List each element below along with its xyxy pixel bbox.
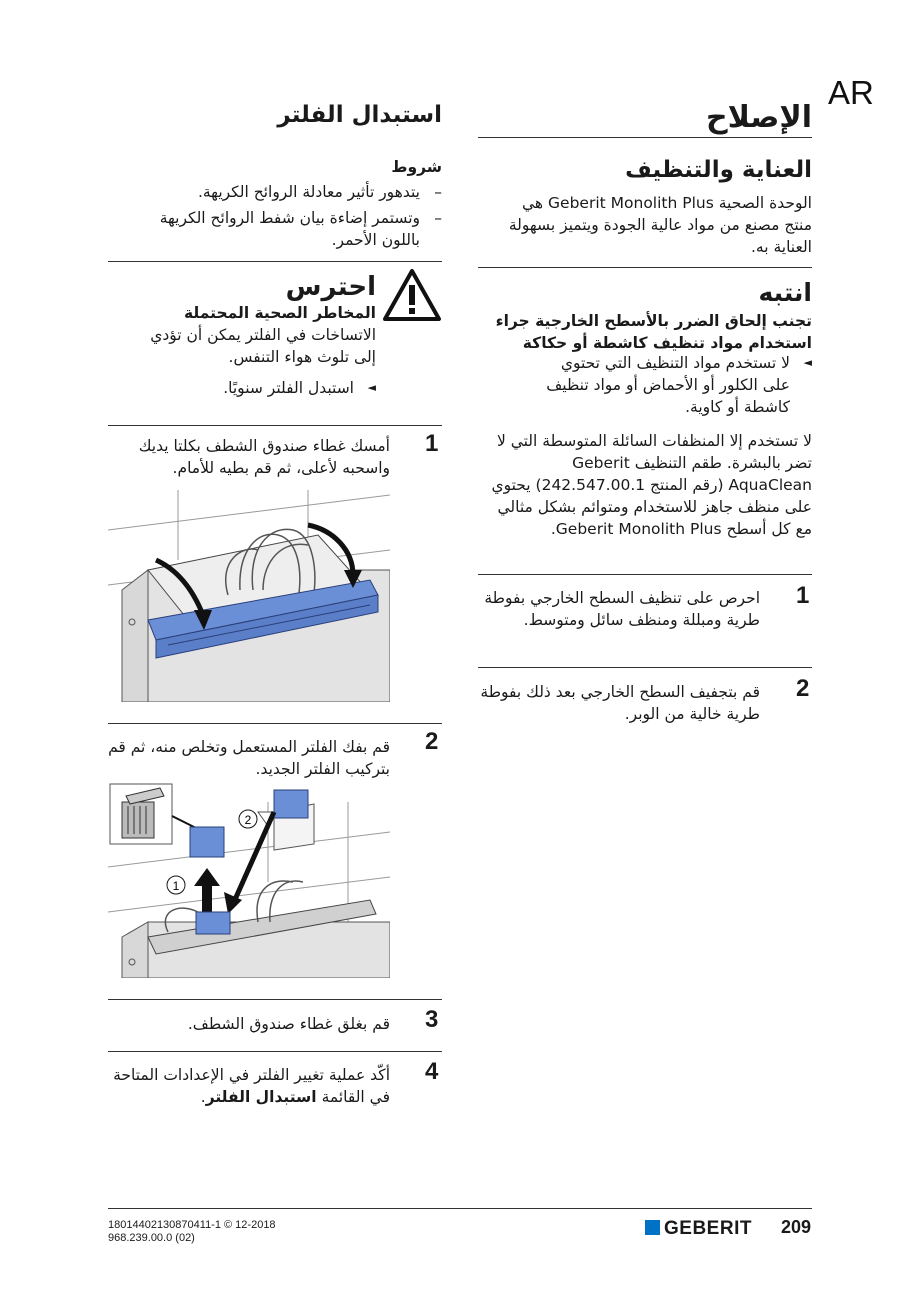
figure-label: 2 — [244, 813, 252, 827]
divider — [108, 723, 442, 724]
footer-divider — [108, 1208, 812, 1209]
document-id: 18014402130870411-1 © 12-2018 — [108, 1219, 276, 1231]
notice-bullet-text: لا تستخدم مواد التنظيف التي تحتوي على الكلور أو الأحماض أو مواد تنظيف كاشطة أو كاوية. — [546, 354, 790, 416]
caution-text: الاتساخات في الفلتر يمكن أن تؤدي إلى تلوث هواء التنفس. — [150, 326, 376, 366]
language-code: AR — [828, 74, 874, 111]
notice-bullet — [500, 352, 812, 418]
condition-text: وتستمر إضاءة بيان شفط الروائح الكريهة باللون الأحمر. — [159, 209, 420, 249]
dash-mark: – — [434, 183, 442, 201]
step-text-part: . — [200, 1088, 206, 1106]
care-text: الوحدة الصحية Geberit Monolith Plus هي منتج مصنع من مواد عالية الجودة ويتميز بسهولة العناية به. — [508, 194, 812, 256]
figure-replace-filter — [108, 782, 390, 978]
step-text — [108, 1064, 390, 1108]
figure-label: 1 — [172, 879, 180, 893]
caution-bold-text: المخاطر الصحية المحتملة — [184, 304, 376, 322]
divider — [108, 425, 442, 426]
step-number: 3 — [425, 1006, 439, 1033]
step-text: احرص على تنظيف السطح الخارجي بفوطة طرية ومبللة ومنظف سائل ومتوسط. — [484, 589, 760, 629]
caution-bullet-text: استبدل الفلتر سنويًا. — [223, 379, 354, 397]
document-number: 968.239.00.0 (02) — [108, 1232, 195, 1244]
caution-heading: احترس — [285, 272, 376, 302]
step-number: 1 — [425, 430, 439, 457]
step-text: قم بتجفيف السطح الخارجي بعد ذلك بفوطة طرية خالية من الوبر. — [480, 683, 760, 723]
divider — [478, 137, 812, 138]
conditions-heading: شروط — [391, 158, 442, 176]
condition-text: يتدهور تأثير معادلة الروائح الكريهة. — [197, 183, 420, 201]
step-number: 1 — [796, 582, 810, 609]
divider — [108, 261, 442, 262]
step-text: قم بغلق غطاء صندوق الشطف. — [187, 1015, 390, 1033]
notice-bold-text: تجنب إلحاق الضرر بالأسطح الخارجية جراء استخدام مواد تنظيف كاشطة أو حكاكة — [495, 312, 812, 352]
caution-bullet — [150, 377, 376, 399]
divider — [478, 574, 812, 575]
care-heading: العناية والتنظيف — [625, 157, 812, 183]
step-text-part: أكّد عملية تغيير الفلتر في الإعدادات المتاحة في القائمة — [113, 1066, 390, 1106]
logo-square-icon — [645, 1220, 660, 1235]
geberit-logo — [645, 1218, 752, 1240]
bullet-arrow-icon: ◄ — [803, 356, 812, 369]
figure-open-cistern-lid — [108, 490, 390, 702]
bullet-arrow-icon: ◄ — [367, 381, 376, 394]
menu-name-replace-filter: استبدال الفلتر — [205, 1088, 317, 1106]
step-text: أمسك غطاء صندوق الشطف بكلتا يديك واسحبه لأعلى، ثم قم بطيه للأمام. — [138, 437, 390, 477]
condition-item — [108, 207, 442, 251]
divider — [478, 667, 812, 668]
brand-name: GEBERIT — [664, 1218, 752, 1239]
divider — [478, 267, 812, 268]
dash-mark: – — [434, 209, 442, 227]
section-title-filter: استبدال الفلتر — [277, 102, 442, 128]
step-text: قم بفك الفلتر المستعمل وتخلص منه، ثم قم بتركيب الفلتر الجديد. — [108, 738, 390, 778]
warning-triangle-icon — [382, 268, 442, 322]
page-number: 209 — [781, 1217, 812, 1237]
condition-item — [108, 181, 442, 203]
divider — [108, 1051, 442, 1052]
step-number: 2 — [796, 675, 810, 702]
divider — [108, 999, 442, 1000]
cleaning-agents-text: لا تستخدم إلا المنظفات السائلة المتوسطة التي لا تضر بالبشرة. طقم التنظيف Geberit AquaClean (رقم المنتج 242.547.00.1) يحتوي على منظف جاهز للاستخدام ومتوائم بشكل مثالي مع كل أسطح Geberit Monolith Plus. — [491, 432, 812, 538]
step-number: 4 — [425, 1058, 439, 1085]
notice-heading: انتبه — [758, 278, 812, 307]
step-number: 2 — [425, 728, 439, 755]
page-title-repair: الإصلاح — [705, 100, 812, 135]
